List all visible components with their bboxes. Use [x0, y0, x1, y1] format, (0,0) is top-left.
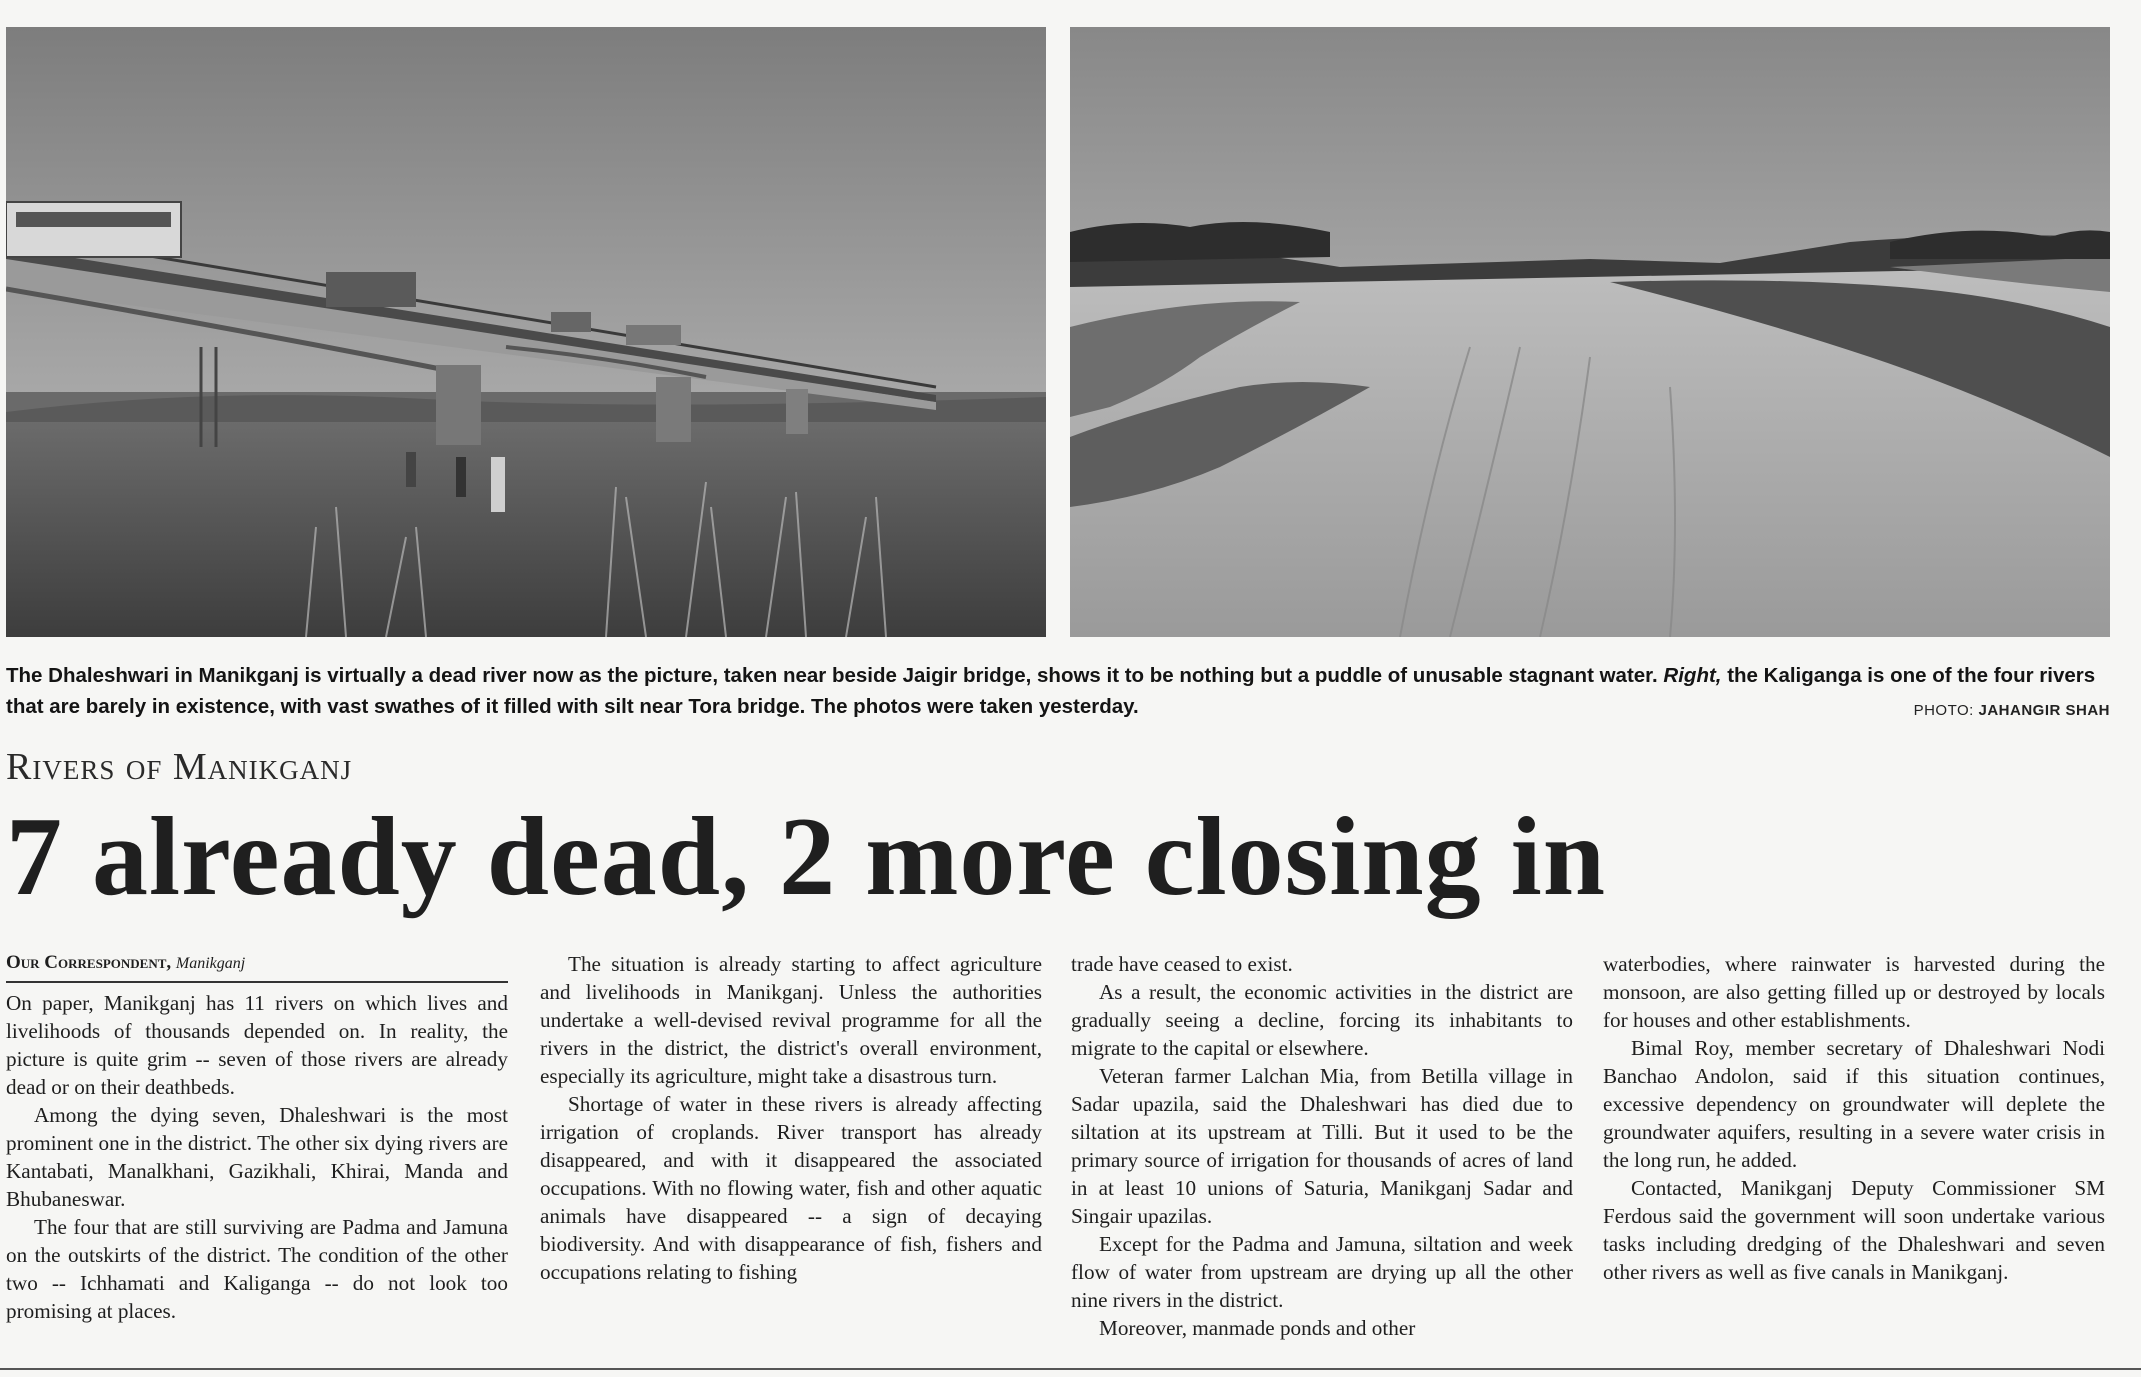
- caption-part1: The Dhaleshwari in Manikganj is virtually a dead river now as the picture, taken near beside Jaigir bridge, shows it to be nothing but a puddle of unusable stagnant water.: [6, 664, 1664, 687]
- paragraph: Moreover, manmade ponds and other: [1099, 1316, 1416, 1340]
- article-column-2: [540, 950, 1042, 1286]
- photo-credit: [1914, 702, 2110, 719]
- photo-credit-label: PHOTO:: [1913, 702, 1979, 719]
- bridge-photo-image: [6, 27, 1046, 637]
- river-silt-photo: [1070, 27, 2110, 637]
- article-column-4: [1603, 950, 2105, 1286]
- paragraph: As a result, the economic activities in the district are gradually seeing a decline, forcing its inhabitants to migrate to the capital or elsewhere.: [1071, 980, 1573, 1060]
- article-column-3: [1071, 950, 1573, 1342]
- paragraph: The four that are still surviving are Padma and Jamuna on the outskirts of the district. The condition of the other two -- Ichhamati and Kaliganga -- do not look too promising at places.: [6, 1215, 508, 1323]
- paragraph: trade have ceased to exist.: [1071, 952, 1293, 976]
- caption-right-word: Right,: [1663, 664, 1722, 687]
- paragraph: On paper, Manikganj has 11 rivers on which lives and livelihoods of thousands depended on. In reality, the picture is quite grim -- seven of those rivers are already dead or on their deathbeds.: [6, 991, 508, 1099]
- river-silt-photo-image: [1070, 27, 2110, 637]
- paragraph: Except for the Padma and Jamuna, siltation and week flow of water from upstream are drying up all the other nine rivers in the district.: [1071, 1232, 1573, 1312]
- caption-part2: the Kaliganga is one of the four rivers that are barely in existence, with vast swathes of it filled with silt near Tora bridge. The photos were taken yesterday.: [6, 664, 2096, 718]
- byline: [6, 950, 508, 983]
- paragraph: The situation is already starting to affect agriculture and livelihoods in Manikganj. Unless the authorities undertake a well-devised revival programme for all the rivers in the district, the district's overall environment, especially its agriculture, might take a disastrous turn.: [540, 952, 1042, 1088]
- paragraph: waterbodies, where rainwater is harvested during the monsoon, are also getting filled up or destroyed by locals for houses and other establishments.: [1603, 952, 2105, 1032]
- byline-place: Manikganj: [175, 955, 246, 972]
- article-headline: 7 already dead, 2 more closing in: [6, 795, 1607, 919]
- article-column-1: [6, 950, 508, 1325]
- byline-name: Our Correspondent,: [6, 952, 172, 973]
- photo-credit-name: JAHANGIR SHAH: [1978, 702, 2110, 719]
- paragraph: Shortage of water in these rivers is already affecting irrigation of croplands. River transport has already disappeared, and with it disappeared the associated occupations. With no flowing water, fish and other aquatic animals have disappeared -- a sign of decaying biodiversity. And with disappearance of fish, fishers and occupations relating to fishing: [540, 1092, 1042, 1284]
- paragraph: Contacted, Manikganj Deputy Commissioner SM Ferdous said the government will soon undertake various tasks including dredging of the Dhaleshwari and seven other rivers as well as five canals in Manikganj.: [1603, 1176, 2105, 1284]
- paragraph: Veteran farmer Lalchan Mia, from Betilla village in Sadar upazila, said the Dhaleshwari has died due to siltation at its upstream at Tilli. But it used to be the primary source of irrigation for thousands of acres of land in at least 10 unions of Saturia, Manikganj Sadar and Singair upazilas.: [1071, 1064, 1573, 1228]
- bottom-rule: [0, 1368, 2141, 1370]
- paragraph: Among the dying seven, Dhaleshwari is the most prominent one in the district. The other six dying rivers are Kantabati, Manalkhani, Gazikhali, Khirai, Manda and Bhubaneswar.: [6, 1103, 508, 1211]
- photo-caption: [6, 660, 2110, 722]
- bridge-photo: [6, 27, 1046, 637]
- paragraph: Bimal Roy, member secretary of Dhaleshwari Nodi Banchao Andolon, said if this situation continues, excessive dependency on groundwater will deplete the groundwater aquifers, resulting in a severe water crisis in the long run, he added.: [1603, 1036, 2105, 1172]
- article-kicker: Rivers of Manikganj: [6, 746, 353, 788]
